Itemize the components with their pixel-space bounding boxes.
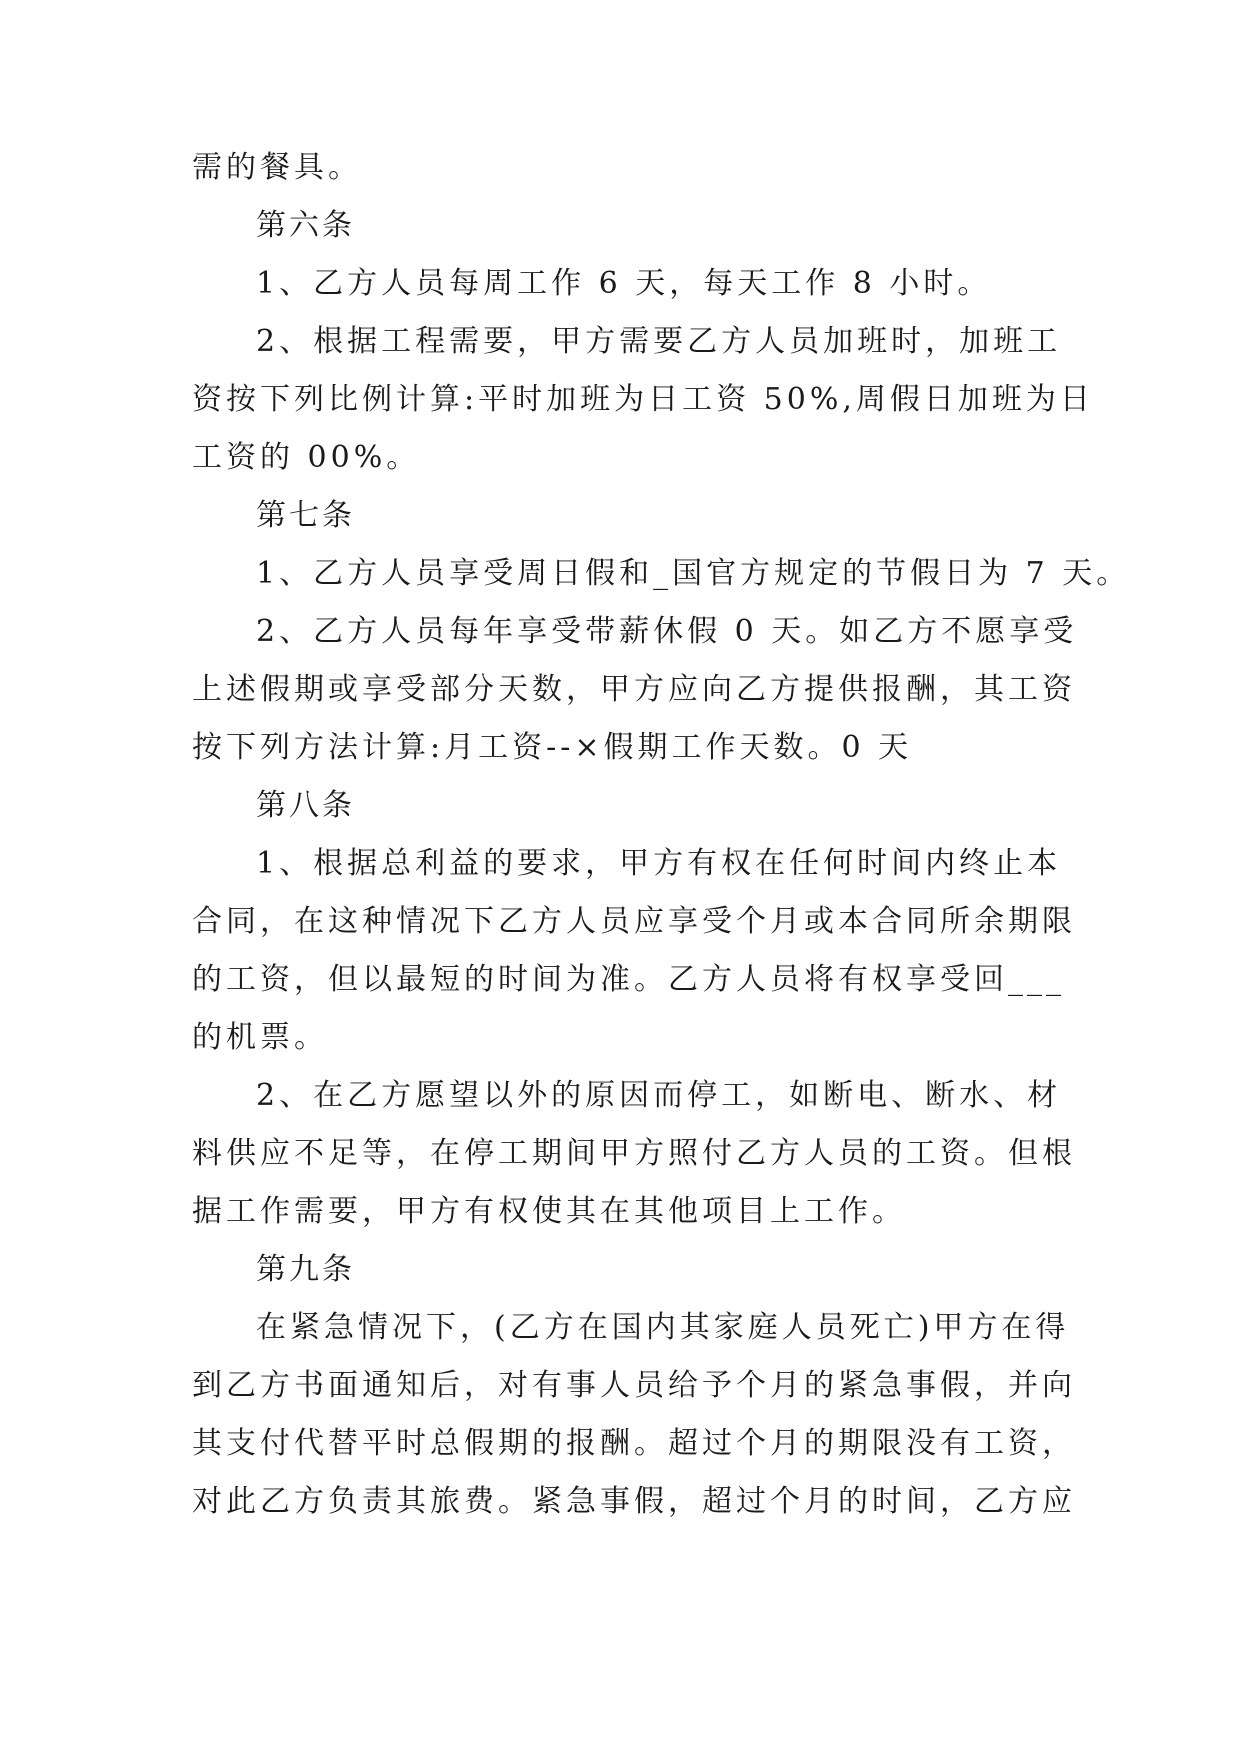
section-heading: 第八条 bbox=[256, 788, 355, 823]
text-line: 2、根据工程需要，甲方需要乙方人员加班时，加班工 bbox=[256, 324, 1062, 359]
text-line: 的工资，但以最短的时间为准。乙方人员将有权享受回___ bbox=[192, 962, 1065, 997]
text-line: 到乙方书面通知后，对有事人员给予个月的紧急事假，并向 bbox=[192, 1368, 1076, 1403]
text-line: 2、乙方人员每年享受带薪休假 0 天。如乙方不愿享受 bbox=[256, 614, 1078, 649]
section-heading: 第九条 bbox=[256, 1252, 355, 1287]
text-line: 上述假期或享受部分天数，甲方应向乙方提供报酬，其工资 bbox=[192, 672, 1076, 707]
text-line: 按下列方法计算:月工资--×假期工作天数。0 天 bbox=[192, 730, 913, 765]
text-line: 在紧急情况下，(乙方在国内其家庭人员死亡)甲方在得 bbox=[256, 1310, 1070, 1345]
text-line: 1、根据总利益的要求，甲方有权在任何时间内终止本 bbox=[256, 846, 1062, 881]
text-line: 工资的 00%。 bbox=[192, 440, 421, 475]
text-line: 据工作需要，甲方有权使其在其他项目上工作。 bbox=[192, 1194, 906, 1229]
text-line: 1、乙方人员每周工作 6 天，每天工作 8 小时。 bbox=[256, 266, 992, 301]
text-line: 对此乙方负责其旅费。紧急事假，超过个月的时间，乙方应 bbox=[192, 1484, 1076, 1519]
text-line: 的机票。 bbox=[192, 1020, 328, 1055]
section-heading: 第六条 bbox=[256, 208, 355, 243]
text-line: 1、乙方人员享受周日假和_国官方规定的节假日为 7 天。 bbox=[256, 556, 1131, 591]
text-line: 2、在乙方愿望以外的原因而停工，如断电、断水、材 bbox=[256, 1078, 1062, 1113]
text-line: 合同，在这种情况下乙方人员应享受个月或本合同所余期限 bbox=[192, 904, 1076, 939]
section-heading: 第七条 bbox=[256, 498, 355, 533]
text-line: 其支付代替平时总假期的报酬。超过个月的期限没有工资， bbox=[192, 1426, 1076, 1461]
text-line: 资按下列比例计算:平时加班为日工资 50%,周假日加班为日 bbox=[192, 382, 1094, 417]
text-line: 料供应不足等，在停工期间甲方照付乙方人员的工资。但根 bbox=[192, 1136, 1076, 1171]
text-line: 需的餐具。 bbox=[192, 150, 362, 185]
